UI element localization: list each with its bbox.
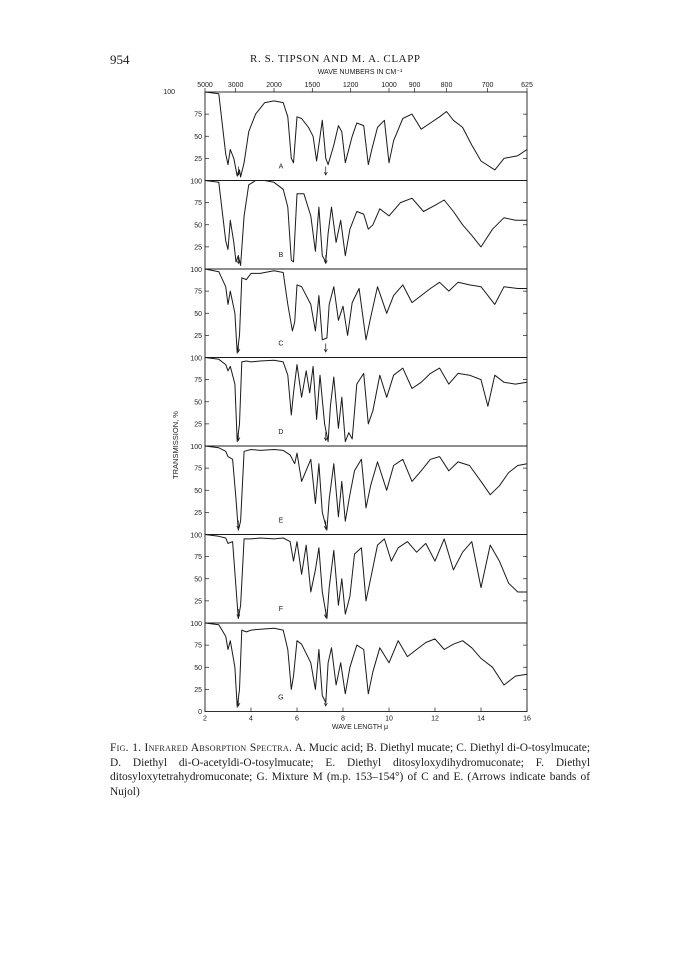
spectrum-line-c xyxy=(205,269,527,353)
spectrum-panel xyxy=(190,179,527,270)
spectrum-line-a xyxy=(205,92,527,177)
top-tick-label: 900 xyxy=(408,82,421,89)
spectrum-panel xyxy=(194,92,527,181)
bottom-axis-ticks xyxy=(203,708,531,723)
spectrum-panel xyxy=(190,444,527,535)
y-tick-label: 100 xyxy=(190,355,202,363)
top-axis-ticks xyxy=(197,82,533,92)
y-tick-label: 0 xyxy=(198,709,202,716)
top-tick-label: 800 xyxy=(440,82,453,89)
top-tick-label: 1500 xyxy=(304,82,321,89)
y-tick-label: 50 xyxy=(194,399,202,407)
panel-frame xyxy=(205,446,527,535)
panel-frame xyxy=(205,181,527,270)
spectrum-panels xyxy=(190,92,527,716)
bottom-tick-label: 10 xyxy=(385,715,393,723)
bottom-tick-label: 14 xyxy=(477,715,485,723)
page-number: 954 xyxy=(110,52,130,67)
spectrum-line-e xyxy=(205,446,527,530)
figure-label: Fig. 1. xyxy=(110,742,142,754)
y-tick-label: 75 xyxy=(194,554,202,562)
y-tick-label: 50 xyxy=(194,310,202,318)
bottom-tick-label: 4 xyxy=(249,715,253,723)
top-tick-label: 700 xyxy=(481,82,494,89)
panel-label: E xyxy=(278,517,284,525)
top-tick-label: 5000 xyxy=(197,82,213,89)
top-tick-label: 1000 xyxy=(381,82,397,89)
y-tick-label: 25 xyxy=(194,244,202,252)
y-tick-label: 75 xyxy=(194,465,202,473)
spectrum-line-d xyxy=(205,358,527,442)
y-tick-label: 75 xyxy=(194,200,202,208)
spectrum-line-g xyxy=(205,623,527,707)
top-tick-label: 2000 xyxy=(266,82,282,89)
spectrum-panel xyxy=(190,267,527,358)
y-tick-label: 25 xyxy=(194,155,202,163)
panel-label: A xyxy=(278,163,284,171)
top-tick-label: 3000 xyxy=(227,82,244,89)
panel-label: B xyxy=(278,252,284,259)
nujol-arrow xyxy=(324,167,327,176)
panel-frame xyxy=(205,535,527,624)
y-tick-label: 100 xyxy=(190,532,202,540)
y-tick-label: 100 xyxy=(190,267,202,274)
bottom-tick-label: 16 xyxy=(523,715,531,723)
y-tick-label: 50 xyxy=(194,487,202,495)
top-axis-title: WAVE NUMBERS IN CM⁻¹ xyxy=(317,69,403,76)
spectrum-line-f xyxy=(205,535,527,619)
y-axis-title: TRANSMISSION, % xyxy=(171,411,180,479)
y-tick-label: 75 xyxy=(194,642,202,650)
panel-frame xyxy=(205,269,527,358)
y-tick-label: 100 xyxy=(163,89,175,96)
caption-text: A. Mucic acid; B. Diethyl mucate; C. Diethyl di-O-tosylmucate; D. Diethyl di-O-acetyldi-O-tosylmucate; E. Diethyl ditosyloxydihydromuconate; F. Diethyl ditosyloxytetrahydromuconate; G. Mixture M (m.p. 153–154°) of C and E. (Arrows indicate bands of Nujol) xyxy=(110,742,591,798)
spectrum-line-b xyxy=(205,181,527,266)
panel-frame xyxy=(205,92,527,181)
y-tick-label: 75 xyxy=(194,111,202,119)
figure-caption xyxy=(110,741,590,799)
top-tick-label: 1200 xyxy=(342,82,359,89)
y-tick-label: 25 xyxy=(194,686,202,694)
spectrum-panel xyxy=(190,621,527,716)
bottom-tick-label: 6 xyxy=(295,715,299,723)
spectrum-panel xyxy=(190,533,527,624)
y-tick-label: 50 xyxy=(194,664,202,672)
y-tick-label: 25 xyxy=(194,598,202,606)
y-tick-label: 100 xyxy=(190,621,202,628)
bottom-tick-label: 8 xyxy=(341,715,345,723)
y-tick-label: 75 xyxy=(194,377,202,385)
y-tick-label: 100 xyxy=(190,178,202,186)
running-head: R. S. TIPSON AND M. A. CLAPP xyxy=(250,53,421,65)
y-tick-label: 100 xyxy=(190,444,202,451)
y-tick-label: 75 xyxy=(194,288,202,296)
y-tick-label: 50 xyxy=(194,222,202,230)
panel-label: G xyxy=(278,694,284,702)
y-tick-label: 25 xyxy=(194,421,202,429)
panel-label: F xyxy=(278,606,284,613)
nujol-arrow xyxy=(324,344,327,353)
y-tick-label: 50 xyxy=(194,576,202,584)
figure-title: Infrared Absorption Spectra. xyxy=(144,742,293,754)
nujol-arrow xyxy=(324,698,327,707)
ir-spectra-figure xyxy=(163,60,540,731)
spectrum-panel xyxy=(190,356,527,447)
bottom-tick-label: 2 xyxy=(203,715,207,723)
bottom-tick-label: 12 xyxy=(431,715,439,723)
y-tick-label: 25 xyxy=(194,509,202,517)
y-tick-label: 25 xyxy=(194,332,202,340)
y-tick-label: 50 xyxy=(194,133,202,141)
panel-label: C xyxy=(278,340,284,348)
panel-label: D xyxy=(278,429,284,436)
bottom-axis-title: WAVE LENGTH μ xyxy=(331,724,389,731)
top-tick-label: 625 xyxy=(521,82,533,89)
